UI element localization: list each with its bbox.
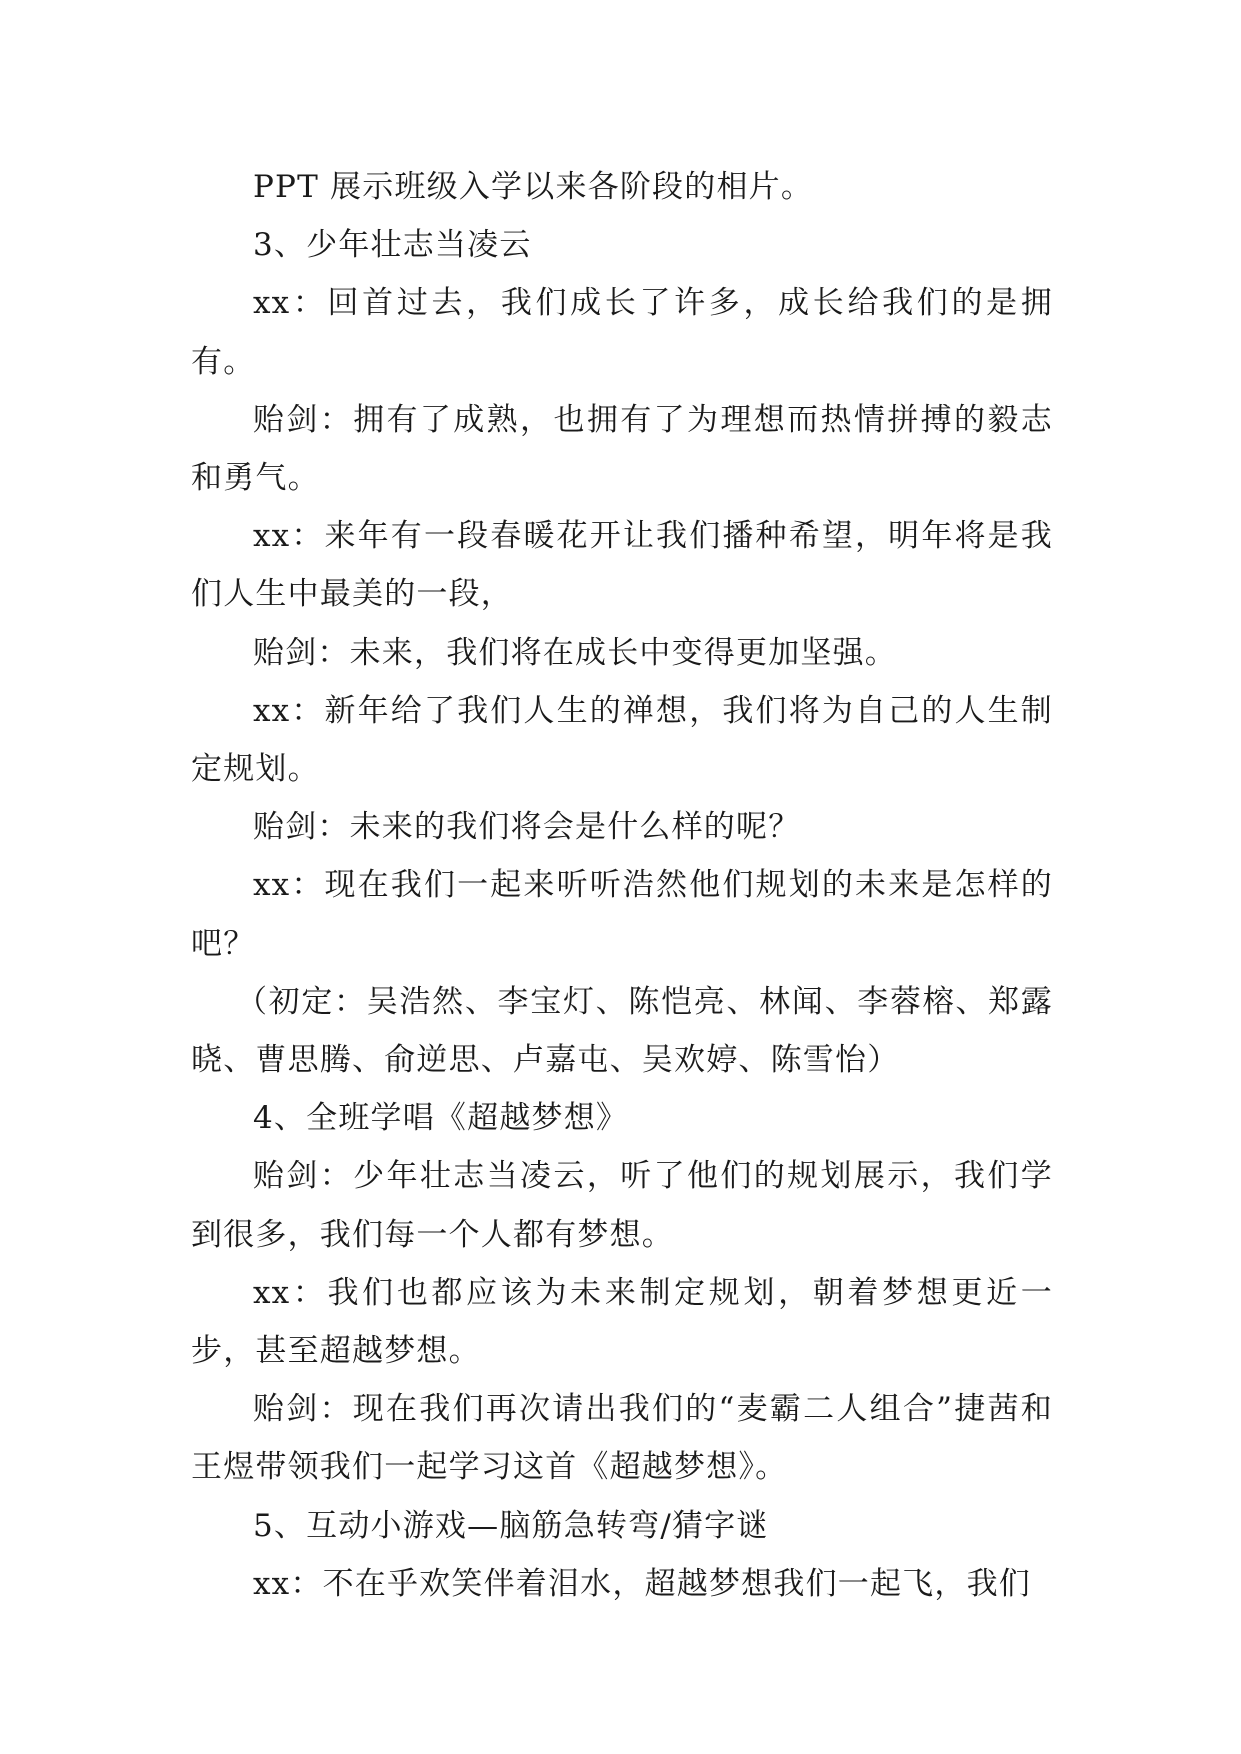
dialogue-line: xx：我们也都应该为未来制定规划，朝着梦想更近一步，甚至超越梦想。 <box>191 1274 1053 1370</box>
section-heading-3: 3、少年壮志当凌云 <box>253 227 532 264</box>
dialogue-line: xx：来年有一段春暖花开让我们播种希望，明年将是我们人生中最美的一段， <box>191 518 1053 613</box>
dialogue-line: 贻剑：拥有了成熟，也拥有了为理想而热情拼搏的毅志和勇气。 <box>191 401 1053 497</box>
dialogue-line: 贻剑：未来的我们将会是什么样的呢？ <box>253 809 801 846</box>
section-heading-5: 5、互动小游戏—脑筋急转弯/猜字谜 <box>253 1507 769 1544</box>
dialogue-line: xx：回首过去，我们成长了许多，成长给我们的是拥有。 <box>191 285 1053 380</box>
name-list-note: （初定：吴浩然、李宝灯、陈恺亮、林闻、李蓉榕、郑露晓、曹思腾、俞逆思、卢嘉屯、吴欢婷、陈雪怡） <box>191 983 1053 1079</box>
dialogue-line: 贻剑：现在我们再次请出我们的“麦霸二人组合”捷茜和王煜带领我们一起学习这首《超越梦想》。 <box>191 1391 1053 1486</box>
paragraph-ppt-photos: PPT 展示班级入学以来各阶段的相片。 <box>253 169 814 205</box>
dialogue-line: xx：现在我们一起来听听浩然他们规划的未来是怎样的吧？ <box>191 867 1053 962</box>
dialogue-line: 贻剑：未来，我们将在成长中变得更加坚强。 <box>253 634 897 671</box>
dialogue-line: 贻剑：少年壮志当凌云，听了他们的规划展示，我们学到很多，我们每一个人都有梦想。 <box>191 1158 1053 1253</box>
document-body <box>191 158 1053 1613</box>
dialogue-line: xx：新年给了我们人生的禅想，我们将为自己的人生制定规划。 <box>191 692 1053 788</box>
section-heading-4: 4、全班学唱《超越梦想》 <box>253 1100 629 1137</box>
dialogue-line: xx：不在乎欢笑伴着泪水，超越梦想我们一起飞，我们 <box>253 1565 1031 1602</box>
